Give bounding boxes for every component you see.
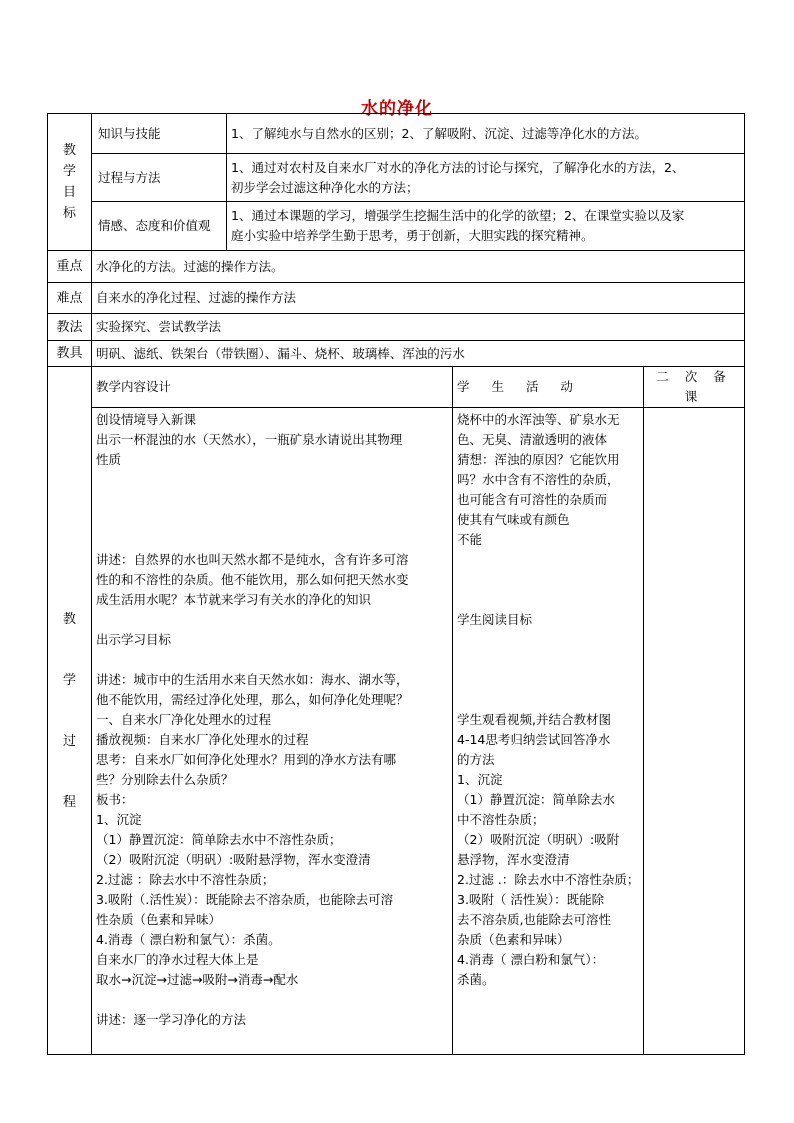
design-line: 创设情境导入新课 <box>96 412 197 427</box>
activity-line: 杀菌。 <box>457 972 495 987</box>
design-line: 讲述：城市中的生活用水来自天然水如：海水、湖水等， <box>96 672 409 687</box>
design-line: 性质 <box>96 452 122 467</box>
activity-line: 色、无臭、清澈透明的液体 <box>457 432 608 447</box>
design-line <box>96 610 448 630</box>
activity-line: 烧杯中的水浑浊等、矿泉水无 <box>457 412 620 427</box>
design-line: 3.吸附（.活性炭）：既能除去不溶杂质，也能除去可溶 <box>96 892 394 907</box>
goal-emotion-label: 情感、态度和价值观 <box>92 202 227 251</box>
activity-line: 的方法 <box>457 752 495 767</box>
goal-knowledge-label: 知识与技能 <box>92 114 227 154</box>
design-lines <box>96 410 448 1030</box>
backup-content <box>644 408 745 1055</box>
design-line: 播放视频：自来水厂净化处理水的过程 <box>96 732 309 747</box>
goal-row-knowledge <box>48 114 745 154</box>
design-line: 思考：自来水厂如何净化处理水？用到的净水方法有哪 <box>96 752 397 767</box>
goal-emotion-text <box>227 202 745 251</box>
design-line: 成生活用水呢？本节就来学习有关水的净化的知识 <box>96 592 372 607</box>
design-line: 出示学习目标 <box>96 632 172 647</box>
activity-line: 猜想：浑浊的原因？它能饮用 <box>457 452 620 467</box>
design-line: （1）静置沉淀：简单除去水中不溶性杂质； <box>96 832 342 847</box>
design-line: 自来水厂的净水过程大体上是 <box>96 952 259 967</box>
design-line: 性的和不溶性的杂质。他不能饮用，那么如何把天然水变 <box>96 572 409 587</box>
goal-knowledge-text: 1、了解纯水与自然水的区别；2、了解吸附、沉淀、过滤等净化水的方法。 <box>227 114 745 154</box>
activity-line <box>457 550 639 570</box>
design-line: 2.过滤 ：除去水中不溶性杂质； <box>96 872 275 887</box>
vertical-label-char: 程 <box>62 794 76 810</box>
design-line: 板书： <box>96 792 134 807</box>
activity-line: 中不溶性杂质； <box>457 812 545 827</box>
activity-line: 悬浮物，浑水变澄清 <box>457 852 570 867</box>
goals-label <box>48 114 92 251</box>
goal-emotion-line: 庭小实验中培养学生勤于思考，勇于创新，大胆实践的探究精神。 <box>231 228 594 243</box>
goal-row-emotion <box>48 202 745 251</box>
tools-label: 教具 <box>48 341 92 367</box>
design-line <box>96 490 448 510</box>
vertical-label-char: 标 <box>62 206 76 221</box>
lesson-plan-table <box>47 113 745 1055</box>
activity-line: 学生阅读目标 <box>457 612 533 627</box>
design-line: 讲述：自然界的水也叫天然水都不是纯水，含有许多可溶 <box>96 552 409 567</box>
difficulty-row <box>48 283 745 314</box>
vertical-label-char: 过 <box>62 733 76 749</box>
activity-line <box>457 630 639 650</box>
method-label: 教法 <box>48 314 92 341</box>
activity-line: 去不溶杂质,也能除去可溶性 <box>457 912 611 927</box>
activity-line: 不能 <box>457 532 483 547</box>
design-line: 出示一杯混浊的水（天然水），一瓶矿泉水请说出其物理 <box>96 432 403 447</box>
process-content-row <box>48 408 745 1055</box>
key-point-text: 水净化的方法。过滤的操作方法。 <box>92 251 745 283</box>
goals-label-text <box>52 140 87 224</box>
activity-line: 4-14思考归纳尝试回答净水 <box>457 732 611 747</box>
activity-lines <box>457 410 639 990</box>
goal-row-process <box>48 154 745 202</box>
design-line: （2）吸附沉淀（明矾）:吸附悬浮物，浑水变澄清 <box>96 852 371 867</box>
design-line <box>96 990 448 1010</box>
vertical-label-char: 教 <box>62 143 76 158</box>
activity-line: 学生观看视频,并结合教材图 <box>457 712 611 727</box>
goal-process-text <box>227 154 745 202</box>
activity-line <box>457 590 639 610</box>
activity-line: （1）静置沉淀：简单除去水 <box>457 792 615 807</box>
activity-line: 吗？水中含有不溶性的杂质， <box>457 472 620 487</box>
vertical-label-char: 目 <box>62 185 76 200</box>
method-text: 实验探究、尝试教学法 <box>92 314 745 341</box>
activity-line: 杂质（色素和异味） <box>457 932 570 947</box>
key-point-label: 重点 <box>48 251 92 283</box>
activity-line: 2.过滤 .：除去水中不溶性杂质； <box>457 872 640 887</box>
design-line: 他不能饮用，需经过净化处理，那么，如何净化处理呢？ <box>96 692 409 707</box>
activity-line <box>457 670 639 690</box>
tools-row <box>48 341 745 367</box>
goal-process-line: 1、通过对农村及自来水厂对水的净化方法的讨论与探究，了解净化水的方法，2、 <box>231 159 685 175</box>
goal-process-label: 过程与方法 <box>92 154 227 202</box>
method-row <box>48 314 745 341</box>
design-line <box>96 510 448 530</box>
activity-line: 使其有气味或有颜色 <box>457 512 570 527</box>
process-label <box>48 367 92 1055</box>
header-design: 教学内容设计 <box>92 367 453 408</box>
goal-emotion-line: 1、通过本课题的学习，增强学生挖掘生活中的化学的欲望；2、在课堂实验以及家 <box>231 208 685 223</box>
activity-line <box>457 650 639 670</box>
goal-process-line: 初步学会过滤这种净化水的方法； <box>231 179 419 195</box>
activity-line: 4.消毒（ 漂白粉和氯气）： <box>457 952 605 967</box>
design-line <box>96 530 448 550</box>
difficulty-label: 难点 <box>48 283 92 314</box>
design-line: 4.消毒（ 漂白粉和氯气）：杀菌。 <box>96 932 281 947</box>
header-backup: 二 次 备 课 <box>644 367 745 408</box>
design-line: 1、沉淀 <box>96 812 142 827</box>
activity-line: 1、沉淀 <box>457 772 503 787</box>
design-content <box>92 408 453 1055</box>
design-line: 一、自来水厂净化处理水的过程 <box>96 712 272 727</box>
header-activity: 学 生 活 动 <box>453 367 644 408</box>
vertical-label-char: 教 <box>62 611 76 627</box>
page-title: 水的净化 <box>361 99 433 119</box>
activity-line <box>457 570 639 590</box>
activity-line: （2）吸附沉淀（明矾）:吸附 <box>457 832 620 847</box>
design-line: 些？分别除去什么杂质？ <box>96 772 234 787</box>
difficulty-text: 自来水的净化过程、过滤的操作方法 <box>92 283 745 314</box>
design-line <box>96 470 448 490</box>
process-label-text <box>52 609 87 813</box>
activity-content <box>453 408 644 1055</box>
tools-text: 明矾、滤纸、铁架台（带铁圈）、漏斗、烧杯、玻璃棒、浑浊的污水 <box>92 341 745 367</box>
activity-line: 也可能含有可溶性的杂质而 <box>457 492 608 507</box>
activity-line <box>457 690 639 710</box>
design-line <box>96 650 448 670</box>
activity-line: 3.吸附（ 活性炭）：既能除 <box>457 892 605 907</box>
design-line: 性杂质（色素和异味） <box>96 912 222 927</box>
vertical-label-char: 学 <box>62 164 76 179</box>
key-point-row <box>48 251 745 283</box>
design-line: 取水→沉淀→过滤→吸附→消毒→配水 <box>96 972 299 987</box>
vertical-label-char: 学 <box>62 672 76 688</box>
design-line: 讲述：逐一学习净化的方法 <box>96 1012 247 1027</box>
process-header-row <box>48 367 745 408</box>
